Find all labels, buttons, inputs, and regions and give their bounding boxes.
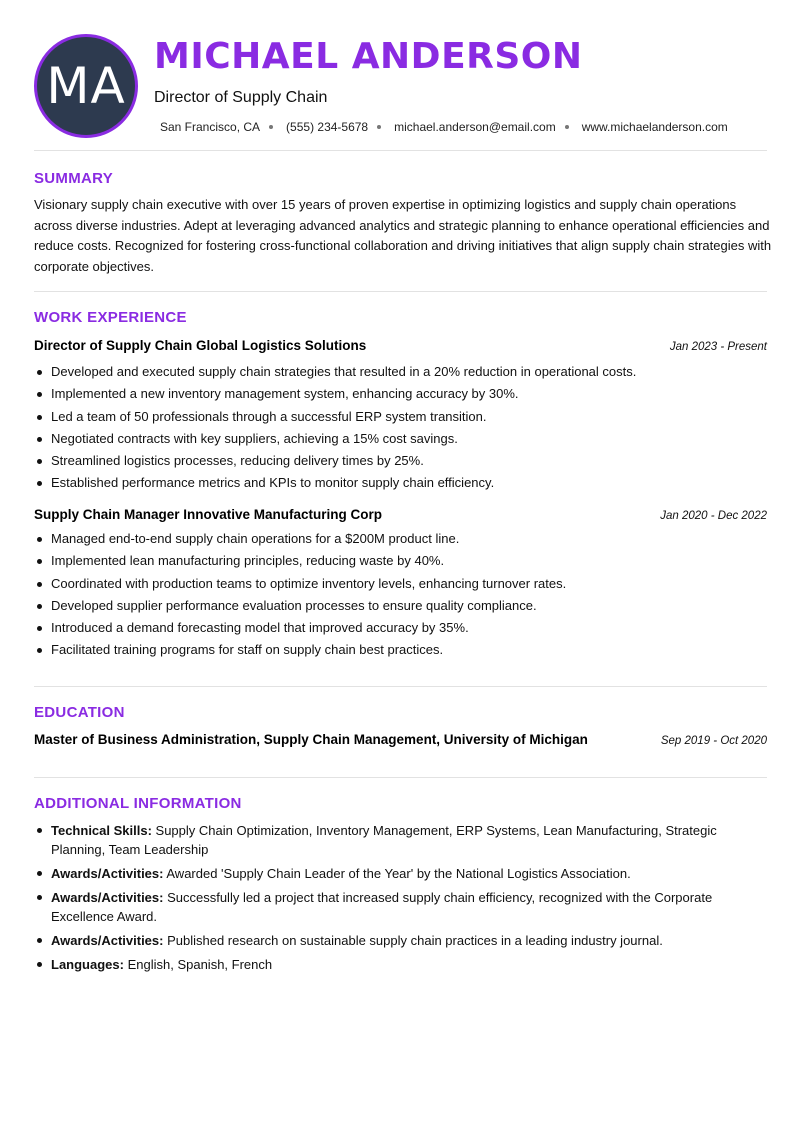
item-text: Successfully led a project that increased supply chain efficiency, recognized with the Corporate Excellence Award. (51, 890, 713, 924)
contact-line (160, 120, 728, 134)
additional-list (34, 821, 767, 979)
list-item: Negotiated contracts with key suppliers, achieving a 15% cost savings. (34, 428, 767, 450)
section-divider (34, 686, 767, 687)
summary-text: Visionary supply chain executive with over 15 years of proven expertise in optimizing logistics and supply chain operations across diverse industries. Adept at leveraging advanced analytics and strategic planning to enhance operational efficiencies and reduce costs. Recognized for fostering cross-functional collaboration and driving initiatives that align supply chain strategies with corporate objectives. (34, 197, 772, 274)
list-item (34, 888, 767, 926)
job-header (34, 507, 767, 522)
job-bullets (34, 528, 767, 662)
item-text: English, Spanish, French (123, 957, 273, 972)
list-item (34, 821, 767, 859)
item-label: Technical Skills: (51, 823, 152, 838)
list-item: Developed supplier performance evaluation processes to ensure quality compliance. (34, 595, 767, 617)
contact-website[interactable]: www.michaelanderson.com (581, 120, 728, 134)
job-date: Jan 2023 - Present (669, 341, 767, 353)
education-heading: EDUCATION (34, 704, 125, 721)
candidate-name: MICHAEL ANDERSON (154, 36, 583, 77)
job-bullets (34, 361, 767, 495)
list-item: Facilitated training programs for staff on supply chain best practices. (34, 639, 767, 661)
additional-heading: ADDITIONAL INFORMATION (34, 795, 242, 812)
list-item: Developed and executed supply chain strategies that resulted in a 20% reduction in operational costs. (34, 361, 767, 383)
job-role: Supply Chain Manager Innovative Manufacturing Corp (34, 507, 383, 522)
list-item: Led a team of 50 professionals through a successful ERP system transition. (34, 406, 767, 428)
section-divider (34, 150, 767, 151)
separator-dot (377, 125, 381, 129)
section-divider (34, 291, 767, 292)
job-header (34, 338, 767, 353)
separator-dot (269, 125, 273, 129)
list-item (34, 955, 767, 974)
avatar-initials: MA (46, 57, 126, 115)
item-text: Awarded 'Supply Chain Leader of the Year' by the National Logistics Association. (163, 866, 631, 881)
list-item: Implemented lean manufacturing principles, reducing waste by 40%. (34, 550, 767, 572)
job-date: Jan 2020 - Dec 2022 (660, 510, 767, 522)
contact-email[interactable]: michael.anderson@email.com (394, 120, 556, 134)
list-item: Coordinated with production teams to optimize inventory levels, enhancing turnover rates. (34, 573, 767, 595)
item-text: Published research on sustainable supply chain practices in a leading industry journal. (163, 933, 663, 948)
education-entry (34, 732, 767, 747)
education-degree: Master of Business Administration, Supply Chain Management, University of Michigan (34, 732, 588, 747)
contact-phone: (555) 234-5678 (286, 120, 369, 134)
candidate-title: Director of Supply Chain (154, 89, 328, 106)
contact-location: San Francisco, CA (160, 120, 261, 134)
item-text: Supply Chain Optimization, Inventory Management, ERP Systems, Lean Manufacturing, Strategic Planning, Team Leadership (51, 823, 717, 857)
item-label: Awards/Activities: (51, 890, 164, 905)
list-item: Implemented a new inventory management system, enhancing accuracy by 30%. (34, 383, 767, 405)
summary-heading: SUMMARY (34, 170, 114, 187)
experience-heading: WORK EXPERIENCE (34, 309, 187, 326)
item-label: Languages: (51, 957, 124, 972)
list-item: Managed end-to-end supply chain operations for a $200M product line. (34, 528, 767, 550)
list-item (34, 864, 767, 883)
education-date: Sep 2019 - Oct 2020 (660, 735, 767, 747)
list-item: Introduced a demand forecasting model that improved accuracy by 35%. (34, 617, 767, 639)
list-item (34, 931, 767, 950)
job-role: Director of Supply Chain Global Logistics Solutions (34, 338, 367, 353)
list-item: Established performance metrics and KPIs to monitor supply chain efficiency. (34, 472, 767, 494)
list-item: Streamlined logistics processes, reducing delivery times by 25%. (34, 450, 767, 472)
item-label: Awards/Activities: (51, 866, 164, 881)
section-divider (34, 777, 767, 778)
separator-dot (565, 125, 569, 129)
item-label: Awards/Activities: (51, 933, 164, 948)
avatar (34, 34, 138, 138)
